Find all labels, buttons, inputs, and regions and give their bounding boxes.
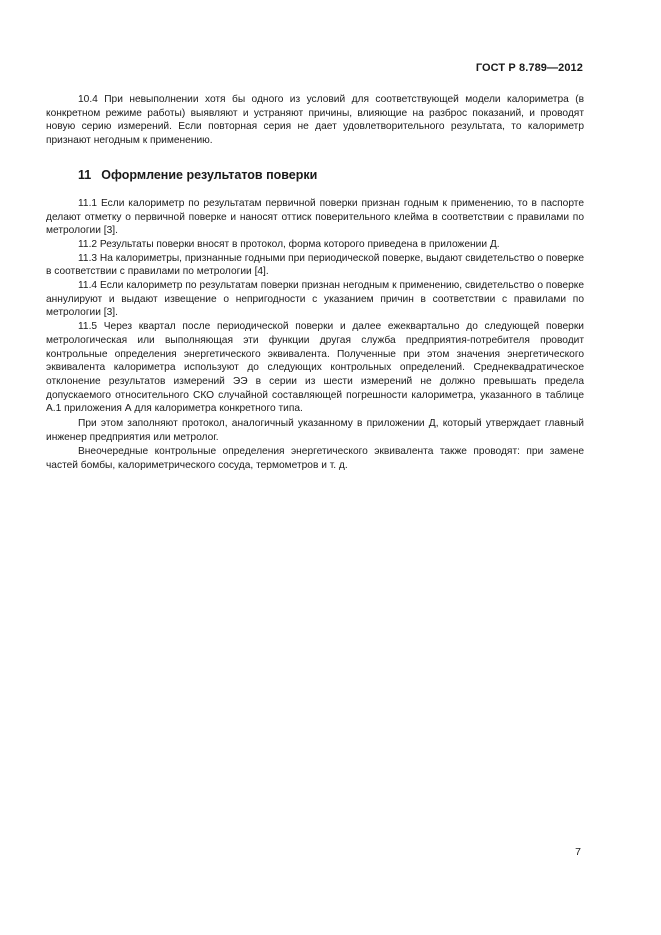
paragraph-11-1: 11.1 Если калориметр по результатам первичной поверки признан годным к применению, то в паспорте делают отметку о первичной поверке и наносят оттиск поверительного клейма в соответствии с правилами по метрологии [3].	[46, 197, 584, 237]
document-body	[46, 93, 584, 473]
paragraph-10-4: 10.4 При невыполнении хотя бы одного из условий для соответствующей модели калориметра (в конкретном режиме работы) выявляют и устраняют причины, влияющие на разброс показаний, и проводят новую серию измерений. Если повторная серия не дает удовлетворительного результата, то калориметр признают негодным к применению.	[46, 94, 584, 147]
section-heading	[46, 168, 584, 183]
paragraph-extraordinary: Внеочередные контрольные определения энергетического эквивалента также проводят: при замене частей бомбы, калориметрического сосуда, термометров и т. д.	[46, 446, 584, 472]
page-number: 7	[575, 846, 581, 858]
paragraph-11-5: 11.5 Через квартал после периодической поверки и далее ежеквартально до следующей поверки метрологическая или выполняющая эти функции другая служба предприятия-потребителя проводит контрольные определения энергетического эквивалента. Полученные при этом значения энергетического эквивалента калориметра используют до следующих контрольных определений. Среднеквадратическое отклонение результатов измерений ЭЭ в серии из шести измерений не должно превышать предела допускаемого относительного СКО случайной составляющей погрешности калориметра, указанного в таблице А.1 приложения А для калориметра конкретного типа.	[46, 321, 584, 415]
document-header: ГОСТ Р 8.789—2012	[475, 62, 583, 74]
paragraph-11-4: 11.4 Если калориметр по результатам поверки признан негодным к применению, свидетельство о поверке аннулируют и выдают извещение о непригодности с указанием причин в соответствии с правилами по метрологии [3].	[46, 280, 584, 319]
paragraph-protocol: При этом заполняют протокол, аналогичный указанному в приложении Д, который утверждает главный инженер предприятия или метролог.	[46, 418, 584, 443]
paragraph-11-2: 11.2 Результаты поверки вносят в протокол, форма которого приведена в приложении Д.	[78, 238, 500, 250]
paragraph-11-3: 11.3 На калориметры, признанные годными при периодической поверке, выдают свидетельство о поверке в соответствии с правилами по метрологии [4].	[46, 252, 584, 278]
section-number: 11	[78, 167, 92, 182]
section-title: Оформление результатов поверки	[101, 167, 318, 182]
